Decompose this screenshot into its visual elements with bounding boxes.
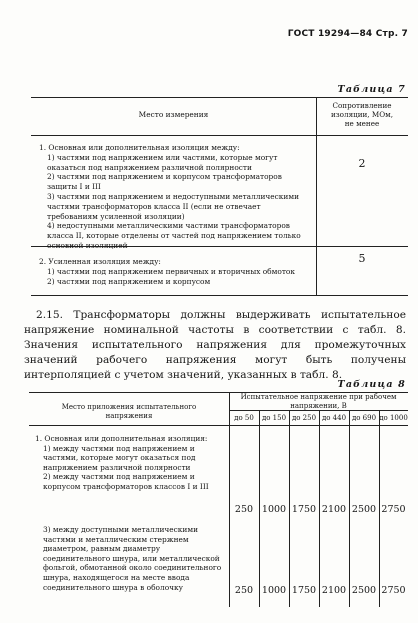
table8-row1-v690: 2500 [351,504,377,515]
table7-header-place: Место измерения [138,110,209,119]
table8-row2-v1000: 2750 [381,585,406,596]
table8-row2-v150: 1000 [261,585,287,596]
table8-row2-v440: 2100 [321,585,347,596]
table8-caption: Таблица 8 [337,379,406,390]
table8-row1-v150: 1000 [261,504,287,515]
table8-row1-v1000: 2750 [381,504,406,515]
paragraph-2-15: 2.15. Трансформаторы должны выдерживать испытательное напряжение номинальной частоты в соответствии с табл. 8. Значения испытательного напряжения для промежуточных значений рабочего напряжения могут быть получены интерполяцией с учетом значений, указанных в табл. 8. [24,309,406,381]
table8-header-place: Место приложения испытательного напряжения [61,403,197,420]
table8-header-voltage: Испытательное напряжение при рабочем напряжении, В [240,393,397,410]
table7-header-resistance: Сопротивление изоляции, МОм, не менее [330,101,394,128]
table8-row2-v690: 2500 [351,585,377,596]
table8-row1-v440: 2100 [321,504,347,515]
table7 [31,97,408,296]
table8-row1-text: 1. Основная или дополнительная изоляция: 1) между частями под напряжением и частями, которые могут оказаться под напряжением различной полярности 2) между частями под напряжением и корпусом трансформаторов классов I и III [35,434,209,491]
table8-sub-690: до 690 [351,414,377,422]
table7-row1-value: 2 [358,157,366,170]
table8-sub-440: до 440 [321,414,347,422]
table7-caption: Таблица 7 [337,84,406,95]
table8-row2-v50: 250 [234,585,254,596]
table8-sub-250: до 250 [291,414,317,422]
page-header: ГОСТ 19294—84 Стр. 7 [287,29,408,39]
table8-sub-1000: до 1000 [379,414,408,422]
table8-sub-50: до 50 [234,414,254,422]
table7-row1-text: 1. Основная или дополнительная изоляция между: 1) частями под напряжением или частями, которые могут оказаться под напряжением различной полярности 2) частями под напряжением и корпусом трансформаторов защиты I и III 3) частями под напряжением и недоступными металлическими частями трансформаторов класса II (если не отвечает требованиям усиленной изоляции) 4) недоступными металлическими частями трансформаторов класса II, которые отделены от частей под напряжением только основной изоляцией [39,143,301,250]
table7-row2-text: 2. Усиленная изоляция между: 1) частями под напряжением первичных и вторичных обмоток 2) частями под напряжением и корпусом [39,257,295,286]
table8-row2-text: 3) между доступными металлическими частями и металлическим стержнем диаметром, равным диаметру соединительного шнура, или металлической фольгой, обмотанной около соединительного шнура, находящегося на месте ввода соединительного шнура в оболочку [43,525,222,592]
table8-row1-v250: 1750 [291,504,317,515]
table8-row1-v50: 250 [234,504,254,515]
table8-row2-v250: 1750 [291,585,317,596]
table7-row2-value: 5 [358,252,366,265]
table8 [29,392,408,607]
table8-sub-150: до 150 [261,414,287,422]
